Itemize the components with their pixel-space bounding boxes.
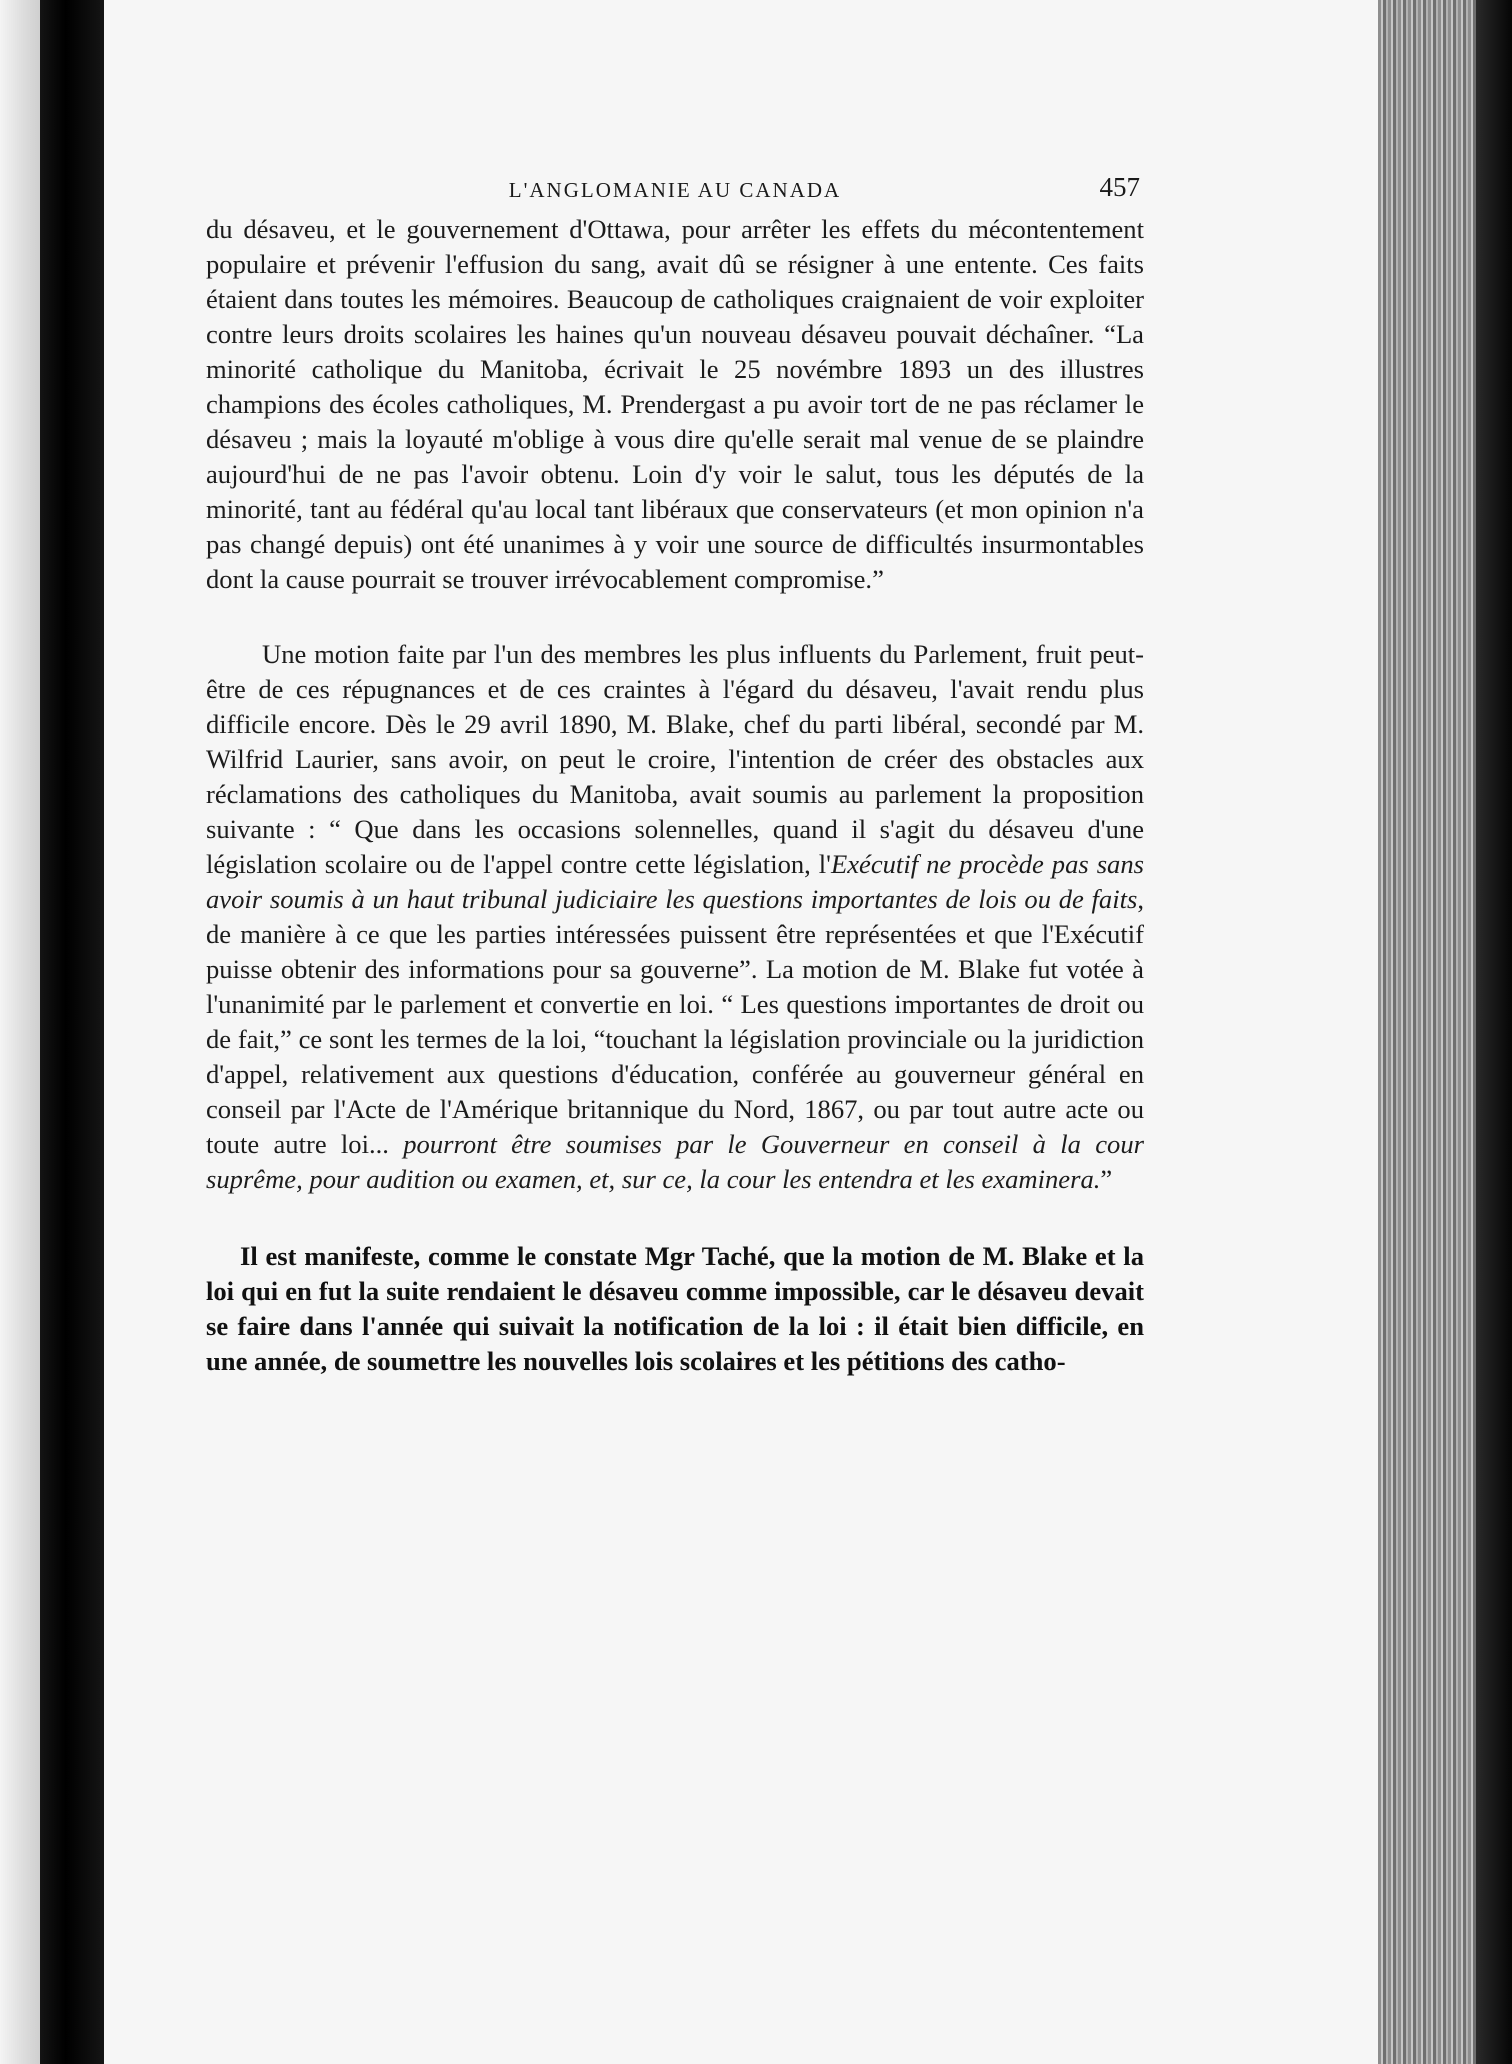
- italic-quote: Exécutif ne procède pas sans avoir soumis à un haut tribunal judiciaire les questions importantes de lois ou de faits: [206, 849, 1144, 914]
- book-binding-gutter: [40, 0, 104, 2064]
- text-segment: Il est manifeste, comme le constate Mgr Taché, que la motion de M. Blake et la loi qui en fut la suite rendaient le désaveu comme impossible, car le désaveu devait se faire dans l'année qui suivait la notification de la loi : il était bien difficile, en une année, de soumettre les nouvelles lois scolaires et les pétitions des catho-: [206, 1241, 1144, 1376]
- running-title: L'ANGLOMANIE AU CANADA: [508, 178, 842, 202]
- text-segment: Une motion faite par l'un des membres les plus influents du Parlement, fruit peut-être de ces répugnances et de ces craintes à l'égard du désaveu, l'avait rendu plus difficile encore. Dès le 29 avril 1890, M. Blake, chef du parti libéral, secondé par M. Wilfrid Laurier, sans avoir, on peut le croire, l'intention de créer des obstacles aux réclamations des catholiques du Manitoba, avait soumis au parlement la proposition suivante : “ Que dans les occasions solennelles, quand il s'agit du désaveu d'une législation scolaire ou de l'appel contre cette législation, l': [206, 639, 1144, 879]
- text-segment: ”: [1100, 1164, 1113, 1194]
- body-text: [206, 212, 1144, 1379]
- paragraph-2: [206, 637, 1144, 1197]
- text-segment: du désaveu, et le gouvernement d'Ottawa, pour arrêter les effets du mécontentement populaire et prévenir l'effusion du sang, avait dû se résigner à une entente. Ces faits étaient dans toutes les mémoires. Beaucoup de catholiques craignaient de voir exploiter contre leurs droits scolaires les haines qu'un nouveau désaveu pouvait déchaîner. “La minorité catholique du Manitoba, écrivait le 25 novémbre 1893 un des illustres champions des écoles catholiques, M. Prendergast a pu avoir tort de ne pas réclamer le désaveu ; mais la loyauté m'oblige à vous dire qu'elle serait mal venue de se plaindre aujourd'hui de ne pas l'avoir obtenu. Loin d'y voir le salut, tous les députés de la minorité, tant au fédéral qu'au local tant libéraux que conservateurs (et mon opinion n'a pas changé depuis) ont été unanimes à y voir une source de difficultés insurmontables dont la cause pourrait se trouver irrévocablement compromise.”: [206, 214, 1144, 594]
- running-head: [210, 172, 1140, 212]
- page-number: 457: [1099, 172, 1140, 202]
- italic-quote: pourront être soumises par le Gouverneur en conseil à la cour suprême, pour audition ou examen, et, sur ce, la cour les entendra et les examinera.: [206, 1129, 1144, 1194]
- scan-border: [1476, 0, 1512, 2064]
- paragraph-3: [206, 1239, 1144, 1379]
- paragraph-1: [206, 212, 1144, 597]
- text-segment: , de manière à ce que les parties intéressées puissent être représentées et que l'Exécutif puisse obtenir des informations pour sa gouverne”. La motion de M. Blake fut votée à l'unanimité par le parlement et convertie en loi. “ Les questions importantes de droit ou de fait,” ce sont les termes de la loi, “touchant la législation provinciale ou la juridiction d'appel, relativement aux questions d'éducation, conférée au gouverneur général en conseil par l'Acte de l'Amérique britannique du Nord, 1867, ou par tout autre acte ou toute autre loi...: [206, 884, 1144, 1159]
- page-stack-edges: [1378, 0, 1476, 2064]
- facing-page-edge: [0, 0, 40, 2064]
